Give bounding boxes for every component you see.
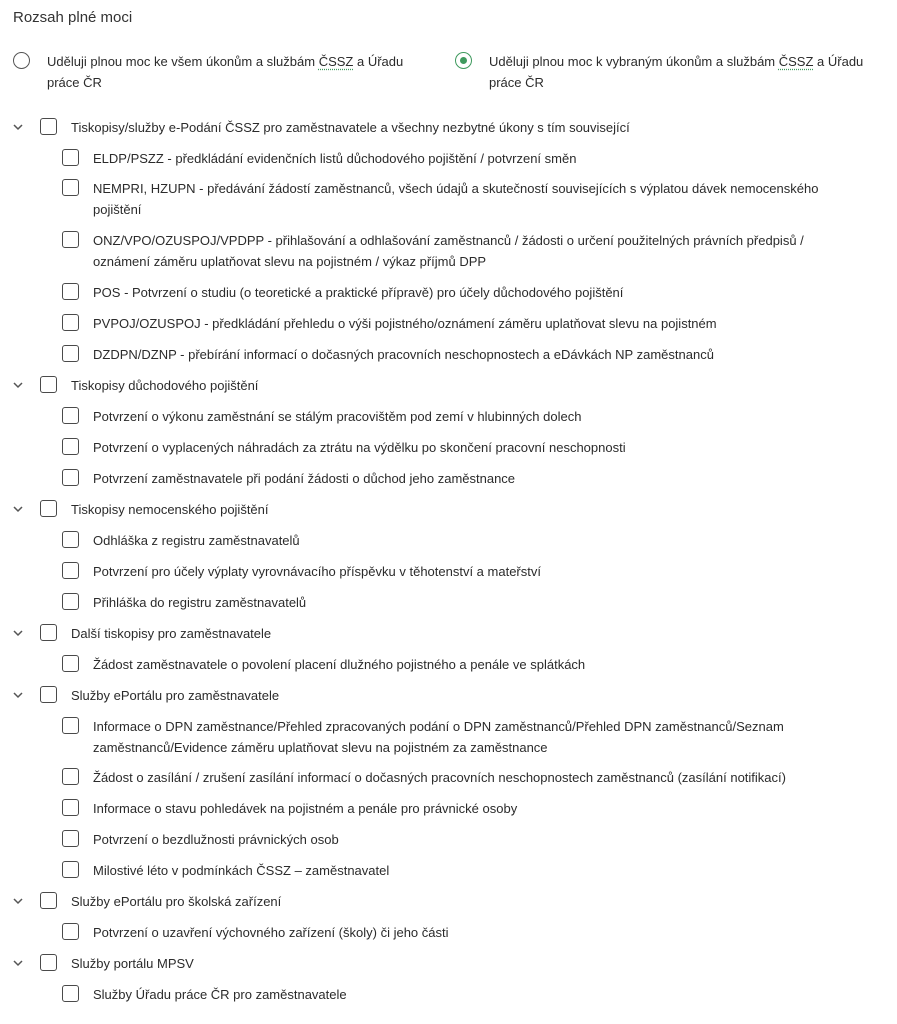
item-label: Potvrzení pro účely výplaty vyrovnávacího příspěvku v těhotenství a mateřství [93,564,541,579]
item-label: Informace o stavu pohledávek na pojistném a penále pro právnické osoby [93,801,518,816]
tree-item[interactable] [62,860,862,881]
item-label: PVPOJ/OZUSPOJ - předkládání přehledu o výši pojistného/oznámení záměru uplatňovat slevu na pojistném [93,316,717,331]
item-label: Žádost o zasílání / zrušení zasílání informací o dočasných pracovních neschopnostech zaměstnanců (zasílání notifikací) [93,770,786,785]
tree-group-duchodove[interactable] [11,375,258,396]
tree-item[interactable] [62,313,862,334]
tree-group-eportal-skoly[interactable] [11,891,281,912]
tree-item[interactable] [62,344,862,365]
chevron-down-icon[interactable] [11,894,25,908]
tree-item[interactable] [62,178,862,220]
item-label: Informace o DPN zaměstnance/Přehled zpracovaných podání o DPN zaměstnanců/Přehled DPN zaměstnanců/Seznam zaměstnanců/Evidence záměru uplatňovat slevu na pojistném za zaměstnance [93,719,784,755]
tree-item[interactable] [62,230,862,272]
group-label: Služby ePortálu pro školská zařízení [71,894,282,909]
item-checkbox[interactable] [62,985,79,1002]
item-label: DZDPN/DZNP - přebírání informací o dočasných pracovních neschopnostech a eDávkách NP zaměstnanců [93,347,714,362]
group-checkbox[interactable] [40,118,57,135]
item-label: Potvrzení o výkonu zaměstnání se stálým pracovištěm pod zemí v hlubinných dolech [93,409,582,424]
item-label: Potvrzení zaměstnavatele při podání žádosti o důchod jeho zaměstnance [93,471,516,486]
item-checkbox[interactable] [62,407,79,424]
tree-item[interactable] [62,654,862,675]
radio-option-all[interactable] [13,51,433,93]
group-checkbox[interactable] [40,686,57,703]
tree-item[interactable] [62,922,862,943]
group-label: Tiskopisy nemocenského pojištění [71,502,269,517]
chevron-down-icon[interactable] [11,378,25,392]
item-checkbox[interactable] [62,531,79,548]
item-label: POS - Potvrzení o studiu (o teoretické a praktické přípravě) pro účely důchodového pojištění [93,285,624,300]
group-label: Služby portálu MPSV [71,956,194,971]
item-checkbox[interactable] [62,438,79,455]
item-checkbox[interactable] [62,149,79,166]
item-label: ELDP/PSZZ - předkládání evidenčních listů důchodového pojištění / potvrzení směn [93,151,577,166]
chevron-down-icon[interactable] [11,120,25,134]
item-checkbox[interactable] [62,830,79,847]
group-checkbox[interactable] [40,376,57,393]
item-checkbox[interactable] [62,469,79,486]
item-checkbox[interactable] [62,717,79,734]
item-label: Potvrzení o uzavření výchovného zařízení (školy) či jeho části [93,925,449,940]
radio-button-all[interactable] [13,52,30,69]
abbr-cssz: ČSSZ [318,54,354,69]
item-checkbox[interactable] [62,861,79,878]
group-checkbox[interactable] [40,500,57,517]
group-checkbox[interactable] [40,624,57,641]
group-label: Služby ePortálu pro zaměstnavatele [71,688,280,703]
group-checkbox[interactable] [40,892,57,909]
tree-item[interactable] [62,406,862,427]
group-label: Další tiskopisy pro zaměstnavatele [71,626,272,641]
group-label: Tiskopisy/služby e-Podání ČSSZ pro zaměstnavatele a všechny nezbytné úkony s tím související [71,120,630,135]
item-label: Služby Úřadu práce ČR pro zaměstnavatele [93,987,347,1002]
radio-label-all: Uděluji plnou moc ke všem úkonům a službám ČSSZ a Úřadu práce ČR [47,54,404,90]
tree-item[interactable] [62,561,862,582]
tree-item[interactable] [62,148,862,169]
tree-group-eportal-zamestnavatel[interactable] [11,685,279,706]
tree-item[interactable] [62,592,862,613]
radio-label-selected: Uděluji plnou moc k vybraným úkonům a službám ČSSZ a Úřadu práce ČR [489,54,864,90]
group-checkbox[interactable] [40,954,57,971]
tree-item[interactable] [62,829,862,850]
section-title: Rozsah plné moci [13,9,133,26]
item-checkbox[interactable] [62,283,79,300]
item-checkbox[interactable] [62,923,79,940]
tree-item[interactable] [62,468,862,489]
item-checkbox[interactable] [62,231,79,248]
item-label: ONZ/VPO/OZUSPOJ/VPDPP - přihlašování a odhlašování zaměstnanců / žádosti o určení použitelných právních předpisů / oznámení záměru uplatňovat slevu na pojistném / výkaz příjmů DPP [93,233,804,269]
abbr-cssz: ČSSZ [778,54,814,69]
chevron-down-icon[interactable] [11,688,25,702]
item-label: Žádost zaměstnavatele o povolení placení dlužného pojistného a penále ve splátkách [93,657,586,672]
item-checkbox[interactable] [62,345,79,362]
item-label: Přihláška do registru zaměstnavatelů [93,595,307,610]
radio-option-selected[interactable] [455,51,885,93]
chevron-down-icon[interactable] [11,626,25,640]
item-checkbox[interactable] [62,314,79,331]
item-label: Potvrzení o bezdlužnosti právnických osob [93,832,339,847]
tree-group-epodani[interactable] [11,117,630,138]
tree-item[interactable] [62,530,862,551]
item-label: Potvrzení o vyplacených náhradách za ztrátu na výdělku po skončení pracovní neschopnosti [93,440,626,455]
tree-item[interactable] [62,984,862,1005]
tree-item[interactable] [62,437,862,458]
tree-group-mpsv[interactable] [11,953,194,974]
tree-item[interactable] [62,767,862,788]
tree-item[interactable] [62,282,862,303]
item-checkbox[interactable] [62,562,79,579]
item-checkbox[interactable] [62,768,79,785]
chevron-down-icon[interactable] [11,956,25,970]
group-label: Tiskopisy důchodového pojištění [71,378,259,393]
item-checkbox[interactable] [62,799,79,816]
item-label: NEMPRI, HZUPN - předávání žádostí zaměstnanců, všech údajů a skutečností souvisejících s výplatou dávek nemocenského pojištění [93,181,819,217]
tree-item[interactable] [62,798,862,819]
chevron-down-icon[interactable] [11,502,25,516]
radio-button-selected[interactable] [455,52,472,69]
item-checkbox[interactable] [62,179,79,196]
item-checkbox[interactable] [62,593,79,610]
item-label: Odhláška z registru zaměstnavatelů [93,533,300,548]
tree-group-dalsi[interactable] [11,623,271,644]
item-checkbox[interactable] [62,655,79,672]
item-label: Milostivé léto v podmínkách ČSSZ – zaměstnavatel [93,863,390,878]
tree-group-nemocenske[interactable] [11,499,269,520]
tree-item[interactable] [62,716,862,758]
